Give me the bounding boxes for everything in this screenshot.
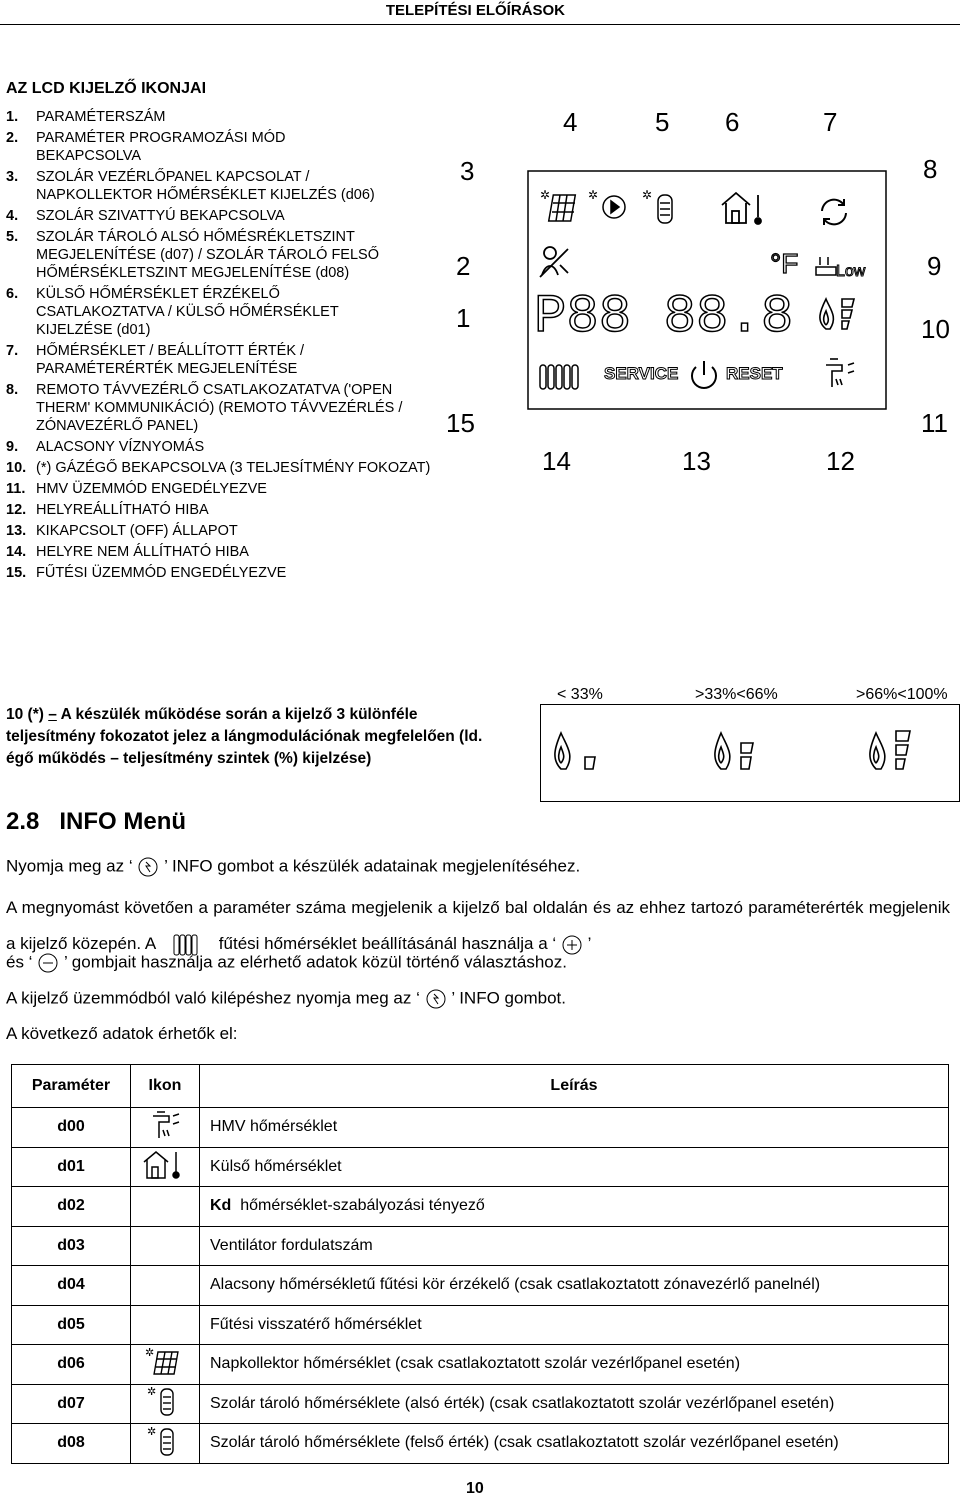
section-title: AZ LCD KIJELZŐ IKONJAI	[6, 80, 207, 97]
note-text: A készülék működése során a kijelző 3 különféle teljesítmény fokozatot jelez a lángmodulációnak megfelelően (ld. égő működés – teljesítmény szintek (%) kijelzése)	[6, 706, 483, 767]
callout-8: 8	[923, 154, 938, 184]
svg-text:✲: ✲	[540, 188, 551, 202]
item-text: SZOLÁR SZIVATTYÚ BEKAPCSOLVA	[36, 208, 285, 224]
list-item	[6, 381, 406, 435]
item-text: HELYREÁLLÍTHATÓ HIBA	[36, 502, 209, 518]
flame-high-icon	[870, 731, 910, 769]
item-text: HELYRE NEM ÁLLÍTHATÓ HIBA	[36, 544, 249, 560]
reset-label: RESET	[726, 364, 783, 383]
callout-7: 7	[823, 107, 838, 137]
param-code: d07	[12, 1384, 131, 1424]
info-button-icon	[425, 988, 447, 1010]
table-row	[12, 1108, 949, 1148]
param-icon-cell	[131, 1345, 200, 1385]
solar-panel-icon	[540, 188, 575, 221]
list-item	[6, 168, 381, 204]
callout-9: 9	[927, 251, 942, 281]
svg-text:✲: ✲	[147, 1386, 157, 1399]
callout-10: 10	[921, 314, 950, 344]
heading-title: INFO Menü	[59, 808, 187, 835]
param-icon-cell	[131, 1266, 200, 1306]
callout-3: 3	[460, 156, 475, 186]
list-item	[6, 207, 546, 225]
solar-tank-icon	[147, 1385, 183, 1417]
item-number: 10.	[6, 460, 27, 476]
item-text: KÜLSŐ HŐMÉRSÉKLET ÉRZÉKELŐ CSATLAKOZTATVA / KÜLSŐ HŐMÉRSÉKLET KIJELZÉSE (d01)	[36, 286, 339, 338]
item-number: 6.	[6, 286, 19, 302]
heating-radiator-icon	[540, 365, 578, 389]
note-dash: –	[48, 706, 57, 723]
lcd-digits-text: P88 88.8	[534, 287, 794, 348]
param-icon-cell	[131, 1187, 200, 1227]
param-icon-cell	[131, 1108, 200, 1148]
param-description-text: hőmérséklet-szabályozási tényező	[240, 1197, 485, 1215]
item-text: REMOTO TÁVVEZÉRLŐ CSATLAKOZATATVA ('OPEN THERM' KOMMUNIKÁCIÓ) (REMOTO TÁVVEZÉRLÉS / ZÓNAVEZÉRLŐ PANEL)	[36, 382, 403, 434]
table-header-row	[12, 1065, 949, 1108]
dhw-tap-icon	[826, 359, 854, 387]
note-prefix: 10 (*)	[6, 706, 44, 723]
callout-15: 15	[446, 408, 475, 438]
table-row	[12, 1187, 949, 1227]
power-off-icon	[692, 361, 716, 388]
param-code: d01	[12, 1147, 131, 1187]
list-item	[6, 228, 406, 282]
param-description: Szolár tároló hőmérséklete (alsó érték) (csak csatlakoztatott szolár vezérlőpanel esetén)	[200, 1384, 949, 1424]
table-row	[12, 1384, 949, 1424]
param-code: d02	[12, 1187, 131, 1227]
info-menu-heading	[6, 808, 186, 836]
item-text: HMV ÜZEMMÓD ENGEDÉLYEZVE	[36, 481, 267, 497]
list-item	[6, 564, 546, 582]
flame-levels-graphic	[541, 705, 959, 801]
item-text: PARAMÉTERSZÁM	[36, 109, 166, 125]
list-item	[6, 459, 546, 477]
list-item	[6, 342, 386, 378]
item-number: 7.	[6, 343, 19, 359]
flame-low-icon	[555, 733, 595, 769]
item-number: 12.	[6, 502, 27, 518]
svg-text:✲: ✲	[642, 188, 653, 202]
fahrenheit-unit: °F	[770, 248, 799, 279]
table-row	[12, 1226, 949, 1266]
item-number: 13.	[6, 523, 27, 539]
callout-1: 1	[456, 303, 471, 333]
house-thermometer-icon	[722, 193, 761, 224]
item-text: (*) GÁZÉGŐ BEKAPCSOLVA (3 TELJESÍTMÉNY FOKOZAT)	[36, 460, 431, 476]
item-number: 11.	[6, 481, 26, 497]
p3-text-b: ’ INFO gombot.	[451, 988, 566, 1008]
param-description: Külső hőmérséklet	[200, 1147, 949, 1187]
table-row	[12, 1305, 949, 1345]
item-number: 2.	[6, 130, 19, 146]
param-icon-cell	[131, 1147, 200, 1187]
list-item	[6, 522, 546, 540]
info-paragraph-3	[6, 988, 950, 1010]
service-label: SERVICE	[604, 364, 679, 383]
remote-control-icon	[822, 199, 846, 225]
header-parameter: Paraméter	[12, 1065, 131, 1108]
item-text: KIKAPCSOLT (OFF) ÁLLAPOT	[36, 523, 238, 539]
low-pressure-icon	[816, 257, 866, 280]
info-paragraph-4: A következő adatok érhetők el:	[6, 1024, 238, 1043]
param-code: d00	[12, 1108, 131, 1148]
list-item	[6, 285, 406, 339]
item-number: 9.	[6, 439, 19, 455]
callout-5: 5	[655, 107, 670, 137]
parameter-table	[11, 1064, 949, 1464]
page-header-title: TELEPÍTÉSI ELŐÍRÁSOK	[385, 2, 565, 19]
minus-button-icon	[37, 952, 59, 974]
list-item	[6, 501, 546, 519]
lcd-display-diagram	[446, 103, 958, 483]
item-text: SZOLÁR VEZÉRLŐPANEL KAPCSOLAT / NAPKOLLEKTOR HŐMÉRSÉKLET KIJELZÉS (d06)	[36, 169, 375, 203]
table-row	[12, 1345, 949, 1385]
p2-text-c: ’	[587, 934, 592, 953]
callout-2: 2	[456, 251, 471, 281]
heading-number: 2.8	[6, 808, 40, 835]
header-description: Leírás	[200, 1065, 949, 1108]
item-number: 4.	[6, 208, 19, 224]
param-icon-cell	[131, 1226, 200, 1266]
param-description: Napkollektor hőmérséklet (csak csatlakoztatott szolár vezérlőpanel esetén)	[200, 1345, 949, 1385]
callout-14: 14	[542, 446, 571, 476]
item-number: 1.	[6, 109, 19, 125]
house-thermometer-icon	[142, 1148, 188, 1180]
param-description	[200, 1187, 949, 1227]
param-description: Ventilátor fordulatszám	[200, 1226, 949, 1266]
callout-4: 4	[563, 107, 578, 137]
svg-text:✲: ✲	[588, 188, 599, 202]
p2-text-b: fűtési hőmérséklet beállításánál használja a ‘	[218, 934, 557, 953]
list-item	[6, 129, 336, 165]
p1-text-a: Nyomja meg az ‘	[6, 856, 133, 876]
item-text: HŐMÉRSÉKLET / BEÁLLÍTOTT ÉRTÉK / PARAMÉTERÉRTÉK MEGJELENÍTÉSE	[36, 343, 305, 377]
param-code: d03	[12, 1226, 131, 1266]
flame-level-high-label: >66%<100%	[856, 686, 948, 703]
power-level-note	[6, 704, 506, 770]
param-icon-cell	[131, 1305, 200, 1345]
item-text: FŰTÉSI ÜZEMMÓD ENGEDÉLYEZVE	[36, 565, 287, 581]
list-item	[6, 438, 546, 456]
page-number: 10	[466, 1480, 484, 1497]
param-icon-cell	[131, 1384, 200, 1424]
callout-11: 11	[921, 408, 948, 438]
svg-text:✲: ✲	[145, 1346, 155, 1359]
solar-tank-icon	[642, 188, 672, 223]
solar-panel-icon	[145, 1346, 185, 1378]
item-number: 14.	[6, 544, 27, 560]
flame-level-mid-label: >33%<66%	[695, 686, 778, 703]
solar-tank-icon	[147, 1425, 183, 1457]
table-row	[12, 1147, 949, 1187]
callout-12: 12	[826, 446, 855, 476]
flame-level-low-label: < 33%	[557, 686, 603, 703]
param-code: d04	[12, 1266, 131, 1306]
list-item	[6, 543, 546, 561]
item-text: PARAMÉTER PROGRAMOZÁSI MÓD BEKAPCSOLVA	[36, 130, 286, 164]
table-row	[12, 1266, 949, 1306]
p2-text-d: és ‘	[6, 952, 33, 972]
item-number: 3.	[6, 169, 19, 185]
callout-13: 13	[682, 446, 711, 476]
callout-6: 6	[725, 107, 740, 137]
flame-mid-icon	[715, 733, 753, 769]
flame-levels-box	[540, 704, 960, 802]
list-item	[6, 480, 546, 498]
solar-pump-icon	[588, 188, 625, 218]
p2-text-a: A megnyomást követően a paraméter száma megjelenik a kijelző bal oldalán és az ehhez tartozó paraméterérték megjelenik a kijelző közepén. A	[6, 898, 950, 953]
item-number: 8.	[6, 382, 19, 398]
burner-flame-icon	[820, 299, 854, 329]
header-divider	[0, 24, 960, 25]
param-code: d08	[12, 1424, 131, 1464]
param-description: Fűtési visszatérő hőmérséklet	[200, 1305, 949, 1345]
tap-icon	[147, 1110, 183, 1140]
p3-text-a: A kijelző üzemmódból való kilépéshez nyomja meg az ‘	[6, 988, 420, 1008]
param-description: Alacsony hőmérsékletű fűtési kör érzékelő (csak csatlakoztatott zónavezérlő panelnél)	[200, 1266, 949, 1306]
p2-text-e: ’ gombjait használja az elérhető adatok közül történő választáshoz.	[63, 952, 567, 972]
item-text: ALACSONY VÍZNYOMÁS	[36, 439, 205, 455]
header-icon: Ikon	[131, 1065, 200, 1108]
param-description: HMV hőmérséklet	[200, 1108, 949, 1148]
table-row	[12, 1424, 949, 1464]
param-description-bold: Kd	[210, 1197, 232, 1215]
param-code: d05	[12, 1305, 131, 1345]
low-label: Low	[836, 263, 866, 280]
p1-text-b: ’ INFO gombot a készülék adatainak megjelenítéséhez.	[164, 856, 581, 876]
list-item	[6, 108, 546, 126]
svg-text:✲: ✲	[147, 1425, 157, 1438]
item-number: 15.	[6, 565, 27, 581]
lcd-digits	[534, 287, 793, 348]
param-icon-cell	[131, 1424, 200, 1464]
parameter-programming-icon	[540, 247, 568, 277]
item-text: SZOLÁR TÁROLÓ ALSÓ HŐMÉSRÉKLETSZINT MEGJELENÍTÉSE (d07) / SZOLÁR TÁROLÓ FELSŐ HŐMÉRSÉKLETSZINT MEGJELENÍTÉSE (d08)	[36, 229, 379, 281]
param-description: Szolár tároló hőmérséklete (felső érték) (csak csatlakoztatott szolár vezérlőpanel esetén)	[200, 1424, 949, 1464]
param-code: d06	[12, 1345, 131, 1385]
info-paragraph-2b	[6, 952, 950, 974]
info-button-icon	[137, 856, 159, 878]
info-paragraph-1	[6, 856, 950, 878]
item-number: 5.	[6, 229, 19, 245]
